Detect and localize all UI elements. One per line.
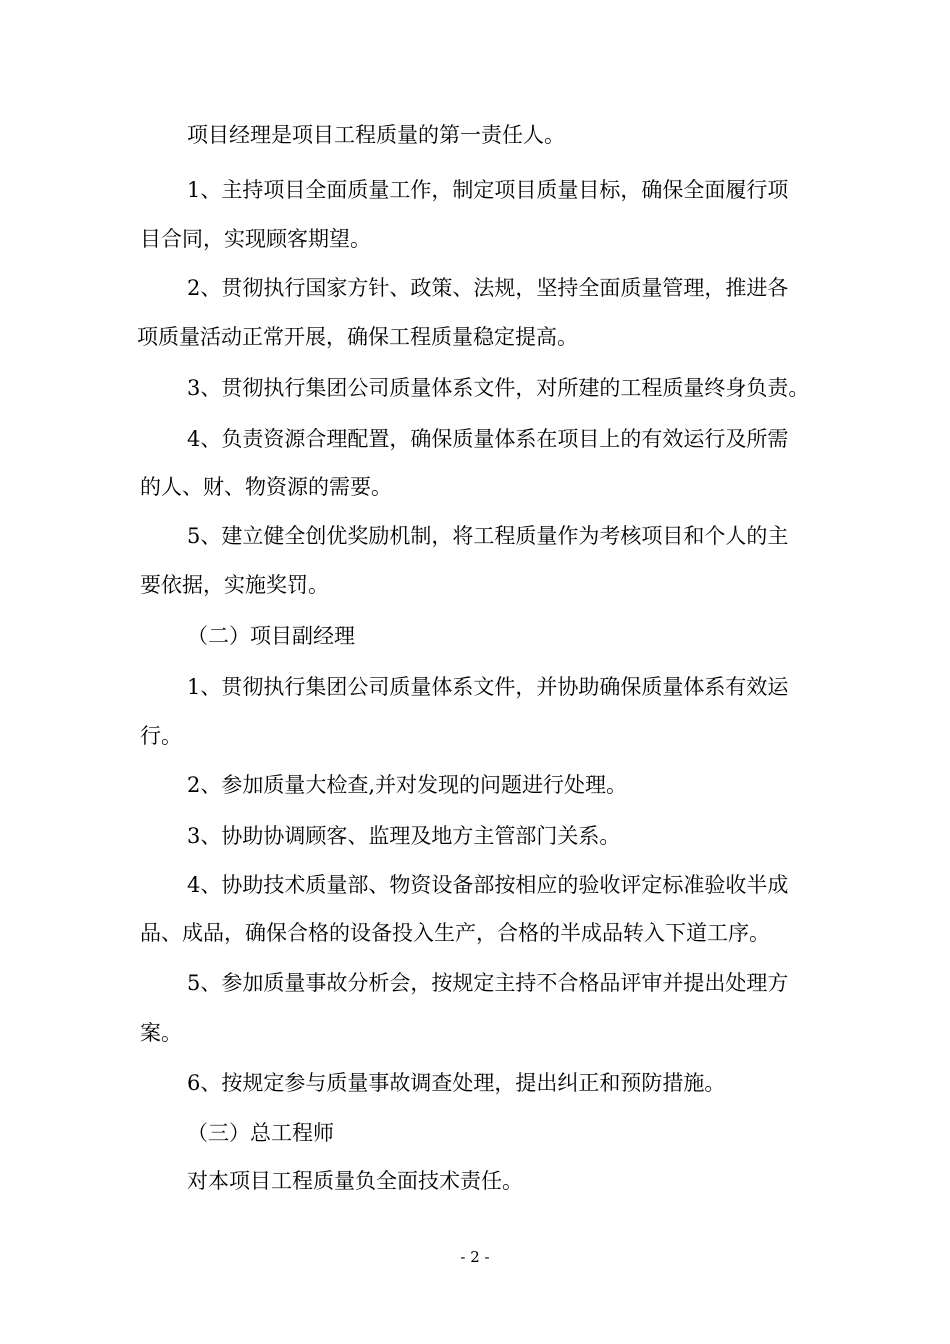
section-heading: （二）项目副经理 (187, 624, 355, 648)
paragraph-line: 3、贯彻执行集团公司质量体系文件，对所建的工程质量终身负责。 (187, 376, 810, 400)
page-number: - 2 - (460, 1248, 490, 1266)
paragraph-line: 6、按规定参与质量事故调查处理，提出纠正和预防措施。 (187, 1071, 726, 1095)
paragraph-line: 对本项目工程质量负全面技术责任。 (187, 1169, 523, 1193)
paragraph-line: 5、建立健全创优奖励机制，将工程质量作为考核项目和个人的主 (187, 524, 789, 548)
paragraph-line: 的人、财、物资源的需要。 (140, 475, 392, 499)
paragraph-line: 2、参加质量大检查,并对发现的问题进行处理。 (187, 773, 628, 797)
paragraph-line: 3、协助协调顾客、监理及地方主管部门关系。 (187, 824, 621, 848)
paragraph-line: 项质量活动正常开展，确保工程质量稳定提高。 (137, 325, 578, 349)
paragraph-line: 项目经理是项目工程质量的第一责任人。 (187, 123, 565, 147)
paragraph-line: 4、负责资源合理配置，确保质量体系在项目上的有效运行及所需 (187, 427, 789, 451)
section-heading: （三）总工程师 (187, 1121, 334, 1145)
paragraph-line: 案。 (140, 1021, 182, 1045)
paragraph-line: 目合同，实现顾客期望。 (140, 227, 371, 251)
paragraph-line: 行。 (140, 724, 182, 748)
paragraph-line: 品、成品，确保合格的设备投入生产，合格的半成品转入下道工序。 (140, 921, 770, 945)
paragraph-line: 1、贯彻执行集团公司质量体系文件，并协助确保质量体系有效运 (187, 675, 789, 699)
paragraph-line: 2、贯彻执行国家方针、政策、法规，坚持全面质量管理，推进各 (187, 276, 789, 300)
paragraph-line: 5、参加质量事故分析会，按规定主持不合格品评审并提出处理方 (187, 971, 789, 995)
paragraph-line: 1、主持项目全面质量工作，制定项目质量目标，确保全面履行项 (187, 178, 789, 202)
paragraph-line: 要依据，实施奖罚。 (140, 573, 329, 597)
paragraph-line: 4、协助技术质量部、物资设备部按相应的验收评定标准验收半成 (187, 873, 789, 897)
